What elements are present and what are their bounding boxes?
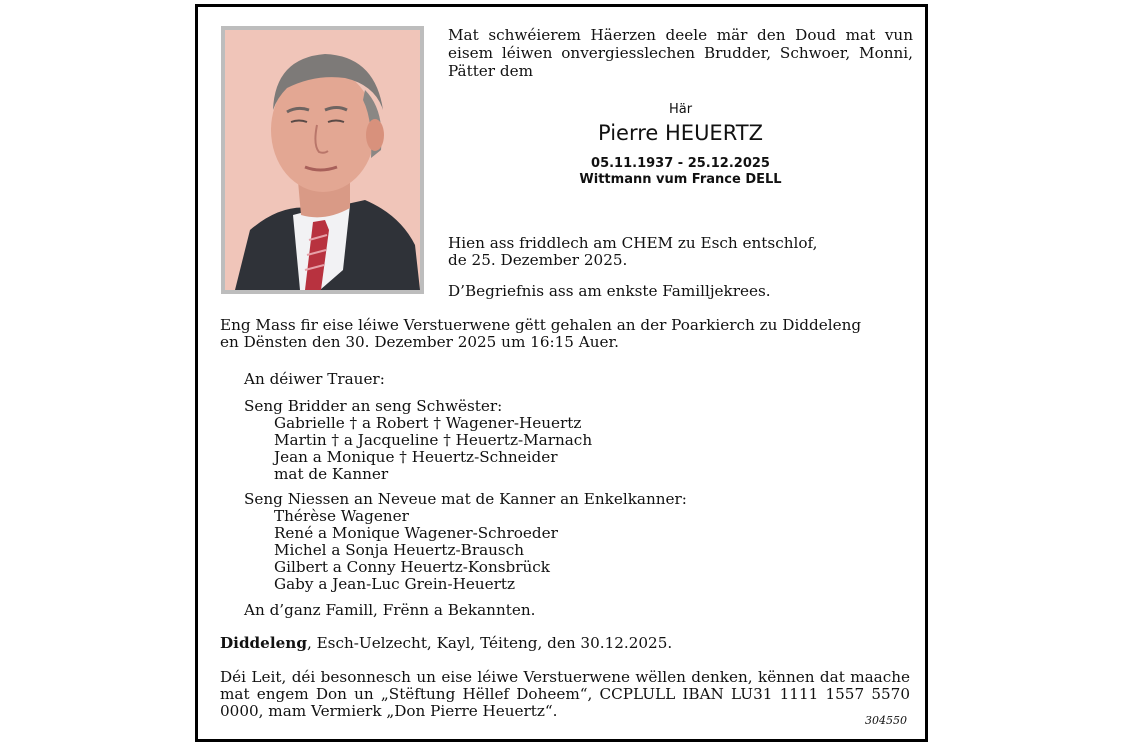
mass-line-1: Eng Mass fir eise léiwe Verstuerwene gëtt gehalen an der Poarkierch zu Diddeleng bbox=[220, 316, 862, 334]
reference-number: 304550 bbox=[865, 714, 907, 727]
list-item: Gaby a Jean-Luc Grein-Heuertz bbox=[274, 575, 515, 593]
deceased-name: Pierre HEUERTZ bbox=[598, 121, 763, 145]
nephews-list bbox=[244, 508, 687, 593]
death-line-2: de 25. Dezember 2025. bbox=[448, 251, 628, 269]
siblings-list bbox=[244, 415, 592, 483]
siblings-group bbox=[244, 398, 592, 483]
list-item: Gabrielle † a Robert † Wagener-Heuertz bbox=[274, 414, 582, 432]
place-name: Diddeleng bbox=[220, 634, 307, 652]
list-item: Gilbert a Conny Heuertz-Konsbrück bbox=[274, 558, 550, 576]
list-item: Thérèse Wagener bbox=[274, 507, 409, 525]
obituary-notice bbox=[195, 4, 928, 742]
life-dates: 05.11.1937 - 25.12.2025 bbox=[591, 156, 770, 171]
list-item: mat de Kanner bbox=[274, 465, 389, 483]
family-line: An d’ganz Famill, Frënn a Bekannten. bbox=[244, 601, 536, 619]
intro-text: Mat schwéierem Häerzen deele mär den Doud mat vun eisem léiwen onvergiesslechen Brudder, Schwoer, Monni, Pätter dem bbox=[448, 26, 913, 80]
mass-line-2: en Dënsten den 30. Dezember 2025 um 16:15 Auer. bbox=[220, 333, 619, 351]
place-date-line bbox=[220, 635, 672, 652]
nephews-heading: Seng Niessen an Neveue mat de Kanner an Enkelkanner: bbox=[244, 490, 687, 508]
siblings-heading: Seng Bridder an seng Schwëster: bbox=[244, 397, 503, 415]
place-rest: , Esch-Uelzecht, Kayl, Téiteng, den 30.12.2025. bbox=[306, 634, 673, 652]
list-item: Jean a Monique † Heuertz-Schneider bbox=[274, 448, 558, 466]
list-item: Michel a Sonja Heuertz-Brausch bbox=[274, 541, 525, 559]
donation-text: Déi Leit, déi besonnesch un eise léiwe Verstuerwene wëllen denken, kënnen dat maache mat engem Don un „Stëftung Hëllef Doheem“, CCPLULL IBAN LU31 1111 1557 5570 0000, mam Vermierk „Don Pierre Heuertz“. bbox=[220, 668, 910, 720]
widower-line: Wittmann vum France DELL bbox=[579, 172, 782, 187]
mourning-heading: An déiwer Trauer: bbox=[244, 370, 385, 388]
death-notice bbox=[448, 235, 817, 269]
list-item: René a Monique Wagener-Schroeder bbox=[274, 524, 558, 542]
honorific: Här bbox=[668, 102, 693, 117]
death-line-1: Hien ass friddlech am CHEM zu Esch entschlof, bbox=[448, 234, 818, 252]
mass-notice bbox=[220, 317, 920, 351]
nephews-group bbox=[244, 491, 687, 593]
portrait-photo bbox=[221, 26, 424, 294]
list-item: Martin † a Jacqueline † Heuertz-Marnach bbox=[274, 431, 593, 449]
burial-notice: D’Begriefnis ass am enkste Familljekrees. bbox=[448, 282, 771, 300]
